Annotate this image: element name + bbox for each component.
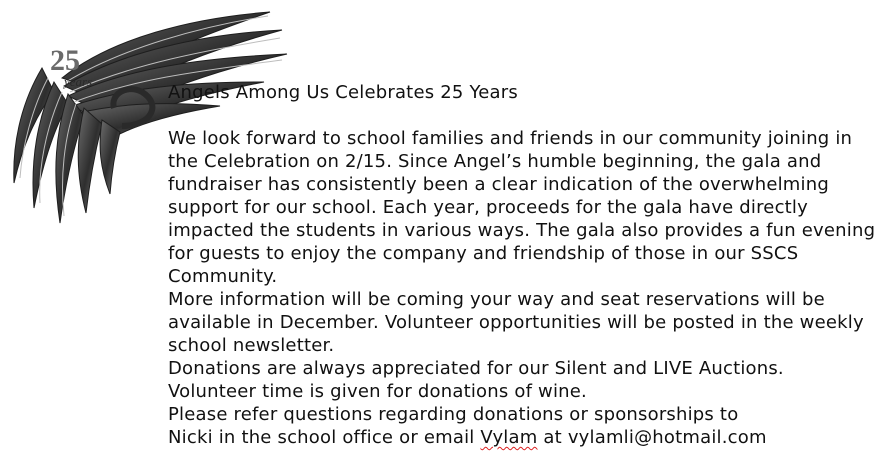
logo-number: 25 <box>50 44 80 77</box>
contact-prefix: Nicki in the school office or email <box>168 427 481 448</box>
document-body <box>168 81 888 449</box>
paragraph-questions: Please refer questions regarding donations or sponsorships to <box>168 404 739 425</box>
contact-email: at vylamli@hotmail.com <box>537 427 767 448</box>
paragraph-donations: Donations are always appreciated for our Silent and LIVE Auctions. <box>168 358 784 379</box>
paragraph-volunteer: Volunteer time is given for donations of wine. <box>168 381 587 402</box>
contact-line <box>168 426 888 449</box>
contact-name: Vylam <box>480 427 538 448</box>
paragraph-celebration: We look forward to school families and friends in our community joining in the Celebration on 2/15. Since Angel’s humble beginning, the gala and fundraiser has consistently been a clear indication of the overwhelming support for our school. Each year, proceeds for the gala have directly impacted the students in various ways. The gala also provides a fun evening for guests to enjoy the company and friendship of those in our SSCS Community. <box>168 128 876 287</box>
paragraph-information: More information will be coming your way and seat reservations will be available in December. Volunteer opportunities will be posted in the weekly school newsletter. <box>168 289 864 356</box>
document-title: Angels Among Us Celebrates 25 Years <box>168 82 518 103</box>
logo-word: years <box>64 74 93 89</box>
